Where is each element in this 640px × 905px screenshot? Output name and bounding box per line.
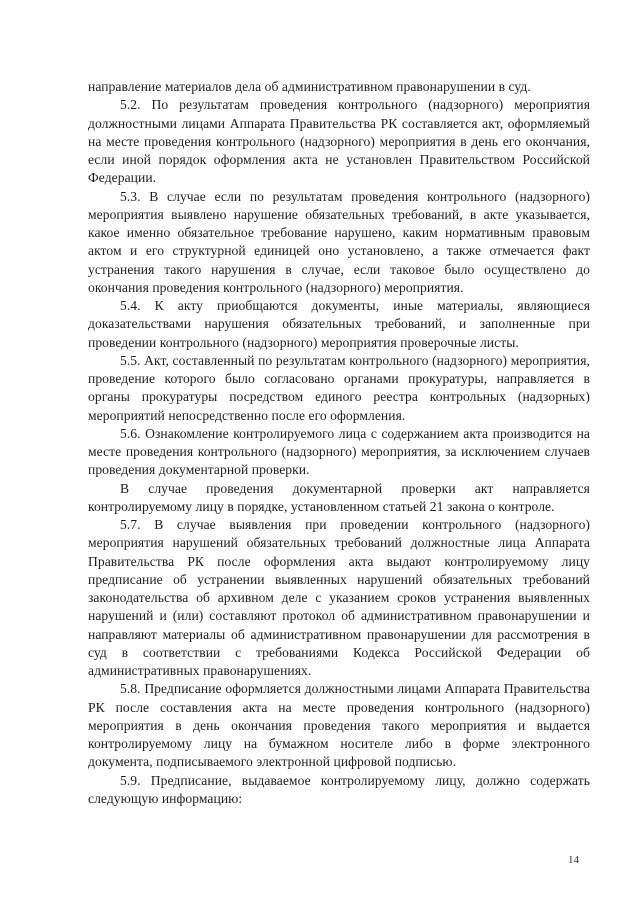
paragraph-5-2: 5.2. По результатам проведения контрольного (надзорного) мероприятия должностными лицами Аппарата Правительства РК составляется акт, оформляемый на месте проведения контрольного (надзорного) мероприятия в день его окончания, если иной порядок оформления акта не установлен Правительством Российской Федерации. (88, 97, 590, 186)
paragraph-5-8: 5.8. Предписание оформляется должностными лицами Аппарата Правительства РК после составления акта на месте проведения контрольного (надзорного) мероприятия в день окончания проведения такого мероприятия и выдается контролируемому лицу на бумажном носителе либо в форме электронного документа, подписываемого электронной цифровой подписью. (88, 681, 590, 770)
paragraph-5-7: 5.7. В случае выявления при проведении контрольного (надзорного) мероприятия нарушений обязательных требований должностные лица Аппарата Правительства РК после оформления акта выдают контролируемому лицу предписание об устранении выявленных нарушений обязательных требований законодательства об архивном деле с указанием сроков устранения выявленных нарушений и (или) составляют протокол об административном правонарушении и направляют материалы об административном правонарушении для рассмотрения в суд в соответствии с требованиями Кодекса Российской Федерации об административных правонарушениях. (88, 517, 590, 678)
document-body (88, 78, 590, 808)
paragraph-5-9: 5.9. Предписание, выдаваемое контролируемому лицу, должно содержать следующую информацию: (88, 772, 590, 806)
paragraph-5-4: 5.4. К акту приобщаются документы, иные материалы, являющиеся доказательствами нарушения обязательных требований, и заполненные при проведении контрольного (надзорного) мероприятия проверочные листы. (88, 298, 590, 350)
paragraph-5-6: 5.6. Ознакомление контролируемого лица с содержанием акта производится на месте проведения контрольного (надзорного) мероприятия, за исключением случаев проведения документарной проверки. (88, 425, 590, 478)
page-number: 14 (568, 854, 579, 866)
paragraph-continuation: направление материалов дела об административном правонарушении в суд. (88, 79, 531, 94)
paragraph-5-6-documentary-check: В случае проведения документарной проверки акт направляется контролируемому лицу в порядке, установленном статьей 21 закона о контроле. (88, 480, 590, 514)
paragraph-5-5: 5.5. Акт, составленный по результатам контрольного (надзорного) мероприятия, проведение которого было согласовано органами прокуратуры, направляется в органы прокуратуры посредством единого реестра контрольных (надзорных) мероприятий непосредственно после его оформления. (88, 352, 590, 423)
paragraph-5-3: 5.3. В случае если по результатам проведения контрольного (надзорного) мероприятия выявлено нарушение обязательных требований, в акте указывается, какое именно обязательное требование нарушено, каким нормативным правовым актом и его структурной единицей оно установлено, а также отмечается факт устранения такого нарушения в случае, если таковое было осуществлено до окончания проведения контрольного (надзорного) мероприятия. (88, 188, 590, 295)
